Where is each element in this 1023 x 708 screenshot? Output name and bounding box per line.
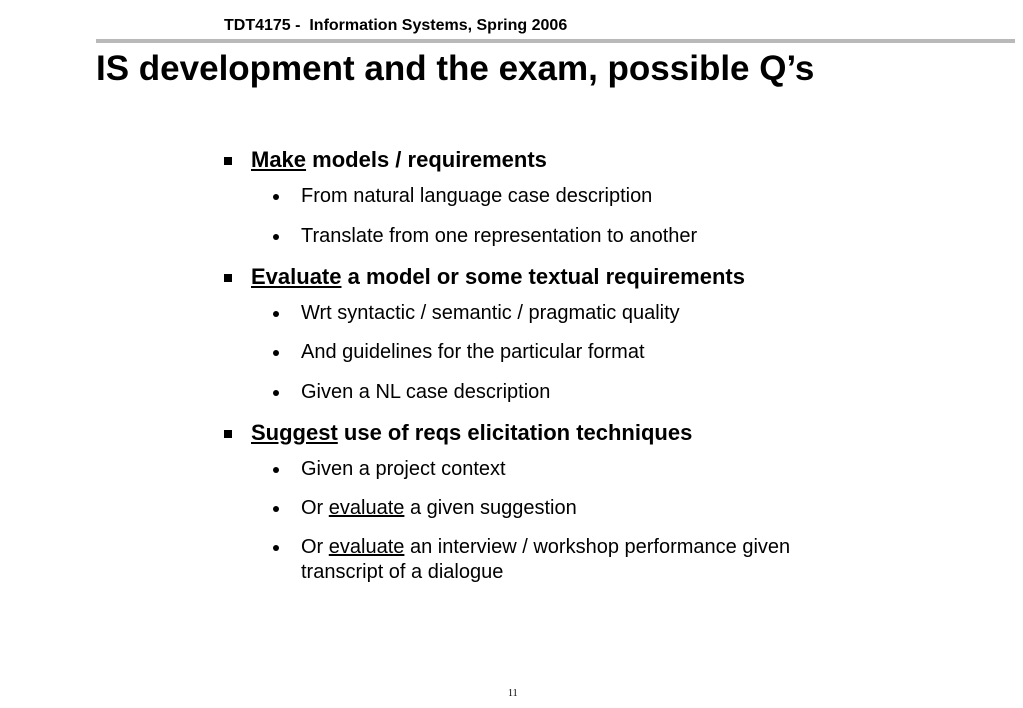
sub-bullet-pre: Or	[301, 536, 329, 558]
sub-bullet-item	[222, 496, 922, 521]
bullet-text: use of reqs elicitation techniques	[337, 420, 693, 445]
sub-bullet-item	[222, 535, 861, 585]
sub-bullet-item	[222, 380, 922, 405]
sub-bullet-underlined: evaluate	[328, 536, 405, 558]
bullet-item-make	[222, 145, 922, 175]
sub-bullet-text: Wrt syntactic / semantic / pragmatic quality	[301, 302, 680, 324]
sub-bullet-post: an interview / workshop performance given transcript of a dialogue	[301, 536, 791, 583]
sub-bullet-item	[222, 340, 922, 365]
sub-bullet-text: Given a project context	[301, 458, 506, 480]
course-header: TDT4175 - Information Systems, Spring 2006	[224, 17, 568, 34]
bullet-text: models / requirements	[306, 147, 547, 172]
square-bullet-icon	[224, 430, 232, 438]
sub-bullet-item	[222, 457, 922, 482]
square-bullet-icon	[224, 157, 232, 165]
round-bullet-icon	[273, 234, 279, 240]
sub-bullet-text: And guidelines for the particular format	[301, 341, 645, 363]
bullet-item-suggest	[222, 418, 922, 448]
bullet-item-evaluate	[222, 262, 922, 292]
bullet-keyword: Suggest	[251, 420, 338, 445]
round-bullet-icon	[273, 545, 279, 551]
sub-bullet-text: Translate from one representation to another	[301, 225, 698, 247]
round-bullet-icon	[273, 350, 279, 356]
round-bullet-icon	[273, 506, 279, 512]
bullet-list	[222, 145, 922, 585]
round-bullet-icon	[273, 390, 279, 396]
page-number: 11	[508, 688, 518, 699]
sub-bullet-underlined: evaluate	[328, 497, 405, 519]
sub-bullet-pre: Or	[301, 497, 329, 519]
bullet-keyword: Evaluate	[251, 264, 342, 289]
sub-bullet-text: Given a NL case description	[301, 381, 551, 403]
sub-bullet-item	[222, 184, 922, 209]
header-divider	[96, 39, 1015, 43]
sub-bullet-post: a given suggestion	[404, 497, 577, 519]
square-bullet-icon	[224, 274, 232, 282]
sub-bullet-item	[222, 224, 922, 249]
slide-title: IS development and the exam, possible Q’s	[96, 49, 815, 88]
bullet-text: a model or some textual requirements	[341, 264, 745, 289]
sub-bullet-text: From natural language case description	[301, 185, 653, 207]
round-bullet-icon	[273, 467, 279, 473]
sub-bullet-item	[222, 301, 922, 326]
bullet-keyword: Make	[251, 147, 307, 172]
round-bullet-icon	[273, 194, 279, 200]
round-bullet-icon	[273, 311, 279, 317]
